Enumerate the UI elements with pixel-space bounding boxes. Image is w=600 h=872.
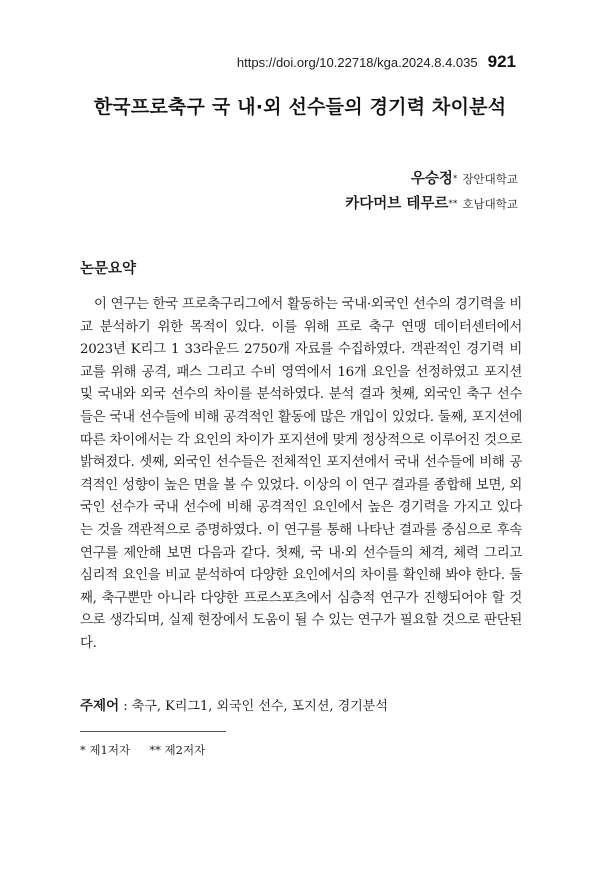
keywords-separator: : [119, 699, 132, 714]
keywords-text: 축구, K리그1, 외국인 선수, 포지션, 경기분석 [131, 699, 388, 714]
author-mark: * [452, 174, 458, 184]
abstract-body: 이 연구는 한국 프로축구리그에서 활동하는 국내·외국인 선수의 경기력을 비교 분석하기 위한 목적이 있다. 이를 위해 프로 축구 연맹 데이터센터에서 2023년 K리그 1 33라운드 2750개 자료를 수집하였다. 객관적인 경기력 비교를 위해 공격, 패스 그리고 수비 영역에서 16개 요인을 선정하였고 포지션 및 국내와 외국 선수의 차이를 분석하였다. 분석 결과 첫째, 외국인 축구 선수들은 국내 선수들에 비해 공격적인 활동에 많은 개입이 있었다. 둘째, 포지션에 따른 차이에서는 각 요인의 차이가 포지션에 맞게 정상적으로 이루어진 것으로 밝혀졌다. 셋째, 외국인 선수들은 전체적인 포지션에서 국내 선수들에 비해 공격적인 성향이 높은 면을 볼 수 있었다. 이상의 이 연구 결과를 종합해 보면, 외국인 선수가 국내 선수에 비해 공격적인 요인에서 높은 경기력을 가지고 있다는 것을 객관적으로 증명하였다. 이 연구를 통해 나타난 결과를 중심으로 후속 연구를 제안해 보면 다음과 같다. 첫째, 국 내·외 선수들의 체격, 체력 그리고 심리적 요인을 비교 분석하여 다양한 요인에서의 차이를 확인해 봐야 한다. 둘째, 축구뿐만 아니라 다양한 프로스포츠에서 심층적 연구가 진행되어야 할 것으로 생각되며, 실제 현장에서 도움이 될 수 있는 연구가 필요할 것으로 판단된다. [80, 297, 522, 651]
abstract-heading: 논문요약 [80, 261, 137, 277]
footnote-mark: * [80, 743, 86, 757]
footnote-text: 제2저자 [164, 743, 206, 757]
paper-title: 한국프로축구 국 내·외 선수들의 경기력 차이분석 [93, 96, 507, 118]
author-affiliation: 호남대학교 [462, 197, 518, 211]
author-2 [345, 191, 518, 216]
footnote-text: 제1저자 [89, 743, 131, 757]
footnote-mark: ** [149, 743, 161, 757]
author-name: 카다머브 테무르 [345, 196, 449, 212]
keywords [80, 694, 388, 714]
author-mark: ** [448, 199, 458, 209]
author-affiliation: 장안대학교 [462, 172, 518, 186]
author-list [345, 166, 518, 216]
footnote-divider [80, 731, 226, 732]
author-1 [345, 166, 518, 191]
doi-link[interactable]: https://doi.org/10.22718/kga.2024.8.4.035 [236, 55, 478, 70]
keywords-label: 주제어 [80, 698, 120, 714]
page-number: 921 [487, 52, 516, 71]
footnotes [80, 742, 205, 758]
author-name: 우승정 [410, 171, 453, 187]
page-header [237, 52, 516, 72]
